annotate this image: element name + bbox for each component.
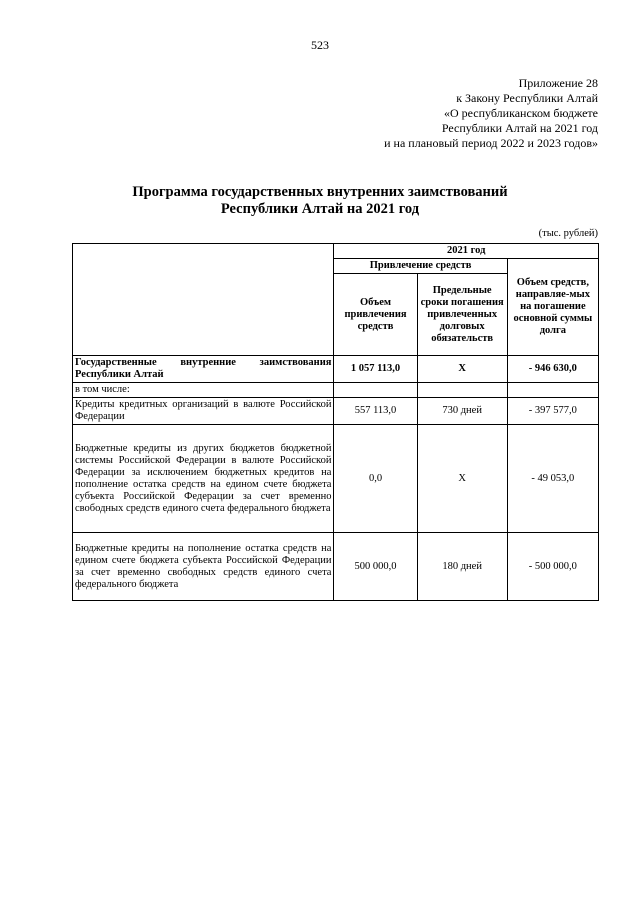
appendix-line: «О республиканском бюджете [443,106,598,120]
appendix-line: к Закону Республики Алтай [456,91,598,105]
row-volume: 1 057 113,0 [334,356,417,383]
row-term [417,383,507,398]
document-title [0,184,640,218]
table-row [73,425,599,533]
row-volume: 500 000,0 [334,533,417,601]
header-attraction-volume: Объем привлечения средств [334,274,417,356]
appendix-header [384,76,598,151]
row-name: Кредиты кредитных организаций в валюте Российской Федерации [73,398,334,425]
borrowing-program-table [72,243,599,601]
row-name: Бюджетные кредиты из других бюджетов бюджетной системы Российской Федерации в валюте Российской Федерации за исключением бюджетных кредитов на пополнение остатка средств на едином счете бюджета субъекта Российской Федерации за счет временно свободных средств единого счета федерального бюджета [73,425,334,533]
page-number: 523 [311,38,329,52]
table-header-row [73,244,599,259]
row-repay: - 946 630,0 [507,356,598,383]
title-line: Программа государственных внутренних заимствований [132,184,508,200]
header-repayment-volume: Объем средств, направляе-мых на погашение основной суммы долга [507,259,598,356]
table-row [73,356,599,383]
row-volume: 557 113,0 [334,398,417,425]
header-empty-cell [73,244,334,356]
row-term: Х [417,356,507,383]
table-row [73,398,599,425]
row-volume [334,383,417,398]
appendix-line: и на плановый период 2022 и 2023 годов» [384,136,598,150]
row-repay: - 397 577,0 [507,398,598,425]
appendix-line: Приложение 28 [518,76,598,90]
row-repay: - 49 053,0 [507,425,598,533]
row-name: в том числе: [73,383,334,398]
table-row [73,383,599,398]
header-attraction: Привлечение средств [334,259,507,274]
row-term: 730 дней [417,398,507,425]
row-repay [507,383,598,398]
row-term: Х [417,425,507,533]
table-row [73,533,599,601]
header-year: 2021 год [334,244,599,259]
row-volume: 0,0 [334,425,417,533]
row-name: Бюджетные кредиты на пополнение остатка средств на едином счете бюджета субъекта Российской Федерации за счет временно свободных средств единого счета федерального бюджета [73,533,334,601]
row-name: Государственные внутренние заимствования Республики Алтай [73,356,334,383]
title-line: Республики Алтай на 2021 год [220,201,420,217]
units-note: (тыс. рублей) [538,228,598,239]
appendix-line: Республики Алтай на 2021 год [441,121,598,135]
row-term: 180 дней [417,533,507,601]
header-repayment-terms: Предельные сроки погашения привлеченных долговых обязательств [417,274,507,356]
row-repay: - 500 000,0 [507,533,598,601]
